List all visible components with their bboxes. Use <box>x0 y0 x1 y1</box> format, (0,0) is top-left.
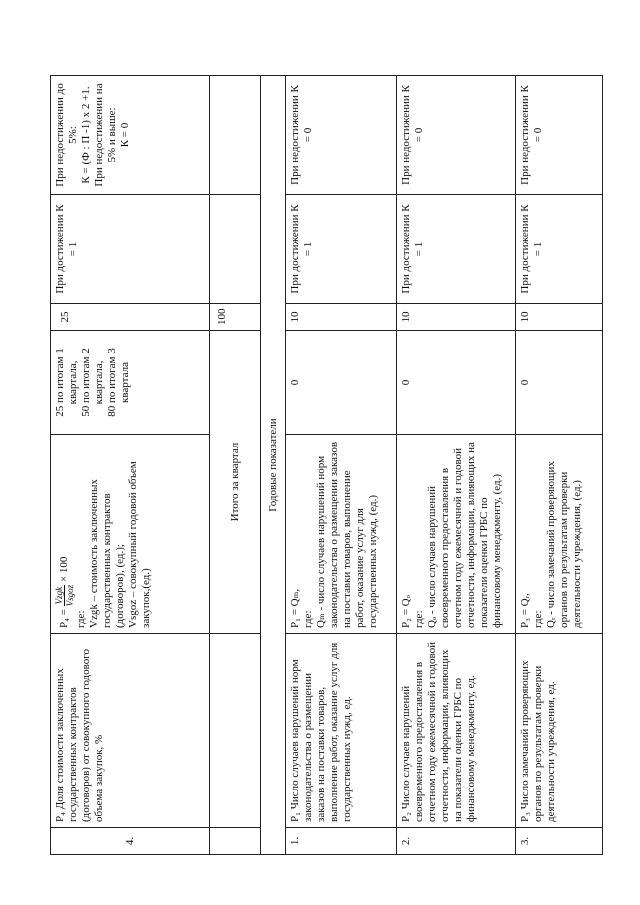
section-annual-header: Годовые показатели <box>260 75 286 855</box>
annual1-weight: 10 <box>285 303 397 331</box>
total-label: Итого за квартал <box>209 330 261 634</box>
annual3-formula: P₃ = Qᵣ, где: Qᵣ - число замечаний проверяющих органов по результатам проверки деятельности учреждения, (ед.) <box>515 434 603 634</box>
rotated-table <box>50 50 618 855</box>
total-empty-2 <box>209 75 261 195</box>
annual3-weight: 10 <box>515 303 603 331</box>
annual2-formula: P₂ = Qₒ где: Qₒ - число случаев нарушений своевременного предоставления в отчетном году ежемесячной и годовой отчетности, информации, влияющих на показатели оценки ГРБС по финансовому менеджменту, (ед.) <box>396 434 516 634</box>
row4-target: 25 по итогам 1 квартала, 50 по итогам 2 квартала, 80 по итогам 3 квартала <box>50 330 210 435</box>
row4-fraction: Vzgk Vsgoz <box>54 584 75 607</box>
annual1-indicator: P₁ Число случаев нарушений норм законодательства о размещении заказов на поставки товаров, выполнение работ, оказание услуг для государственных нужд, ед. <box>285 633 397 828</box>
annual1-number: 1. <box>285 827 397 855</box>
annual3-number: 3. <box>515 827 603 855</box>
annual2-fail: При недостижении К = 0 <box>396 75 516 195</box>
annual1-formula: P₁ = Qₘ, где: Qₘ - число случаев нарушений норм законодательства о размещении заказов на поставки товаров, выполнение работ, оказание услуг для государственных нужд, (ед.) <box>285 434 397 634</box>
row4-weight: 25 <box>50 303 210 331</box>
annual3-fail: При недостижении К = 0 <box>515 75 603 195</box>
indicators-table <box>50 50 618 855</box>
row4-indicator: P₄ Доля стоимости заключенных государственных контрактов (договоров) от совокупного годового объема закупок, % <box>50 633 210 828</box>
annual1-target: 0 <box>285 330 397 435</box>
annual2-weight: 10 <box>396 303 516 331</box>
annual2-indicator: P₂ Число случаев нарушений своевременного предоставления в отчетном году ежемесячной и годовой отчетности, информации, влияющих на показатели оценки ГРБС по финансовому менеджменту, ед. <box>396 633 516 828</box>
annual2-target: 0 <box>396 330 516 435</box>
row4-number: 4. <box>50 827 210 855</box>
row4-formula: P₄ = Vzgk Vsgoz × 100 где: Vzgk – стоимость заключенных государственных контрактов (договоров), (ед.); Vsgoz – совокупный годовой объем закупок,(ед.) <box>50 434 210 634</box>
row4-fail: При недостижении до 5%: К = (Ф : П -1) х 2 +1. При недостижении на 5% и выше: К = 0 <box>50 75 210 195</box>
annual1-fail: При недостижении К = 0 <box>285 75 397 195</box>
total-number <box>209 827 261 855</box>
total-empty-1 <box>209 194 261 304</box>
annual2-number: 2. <box>396 827 516 855</box>
annual3-indicator: P₃ Число замечаний проверяющих органов по результатам проверки деятельности учреждения, ед. <box>515 633 603 828</box>
total-value: 100 <box>209 303 261 331</box>
row4-formula-line: P₄ = Vzgk Vsgoz × 100 <box>54 556 75 628</box>
row4-achieve: При достижении К = 1 <box>50 194 210 304</box>
annual2-achieve: При достижении К = 1 <box>396 194 516 304</box>
annual1-achieve: При достижении К = 1 <box>285 194 397 304</box>
annual3-target: 0 <box>515 330 603 435</box>
total-spacer <box>209 633 261 828</box>
annual3-achieve: При достижении К = 1 <box>515 194 603 304</box>
